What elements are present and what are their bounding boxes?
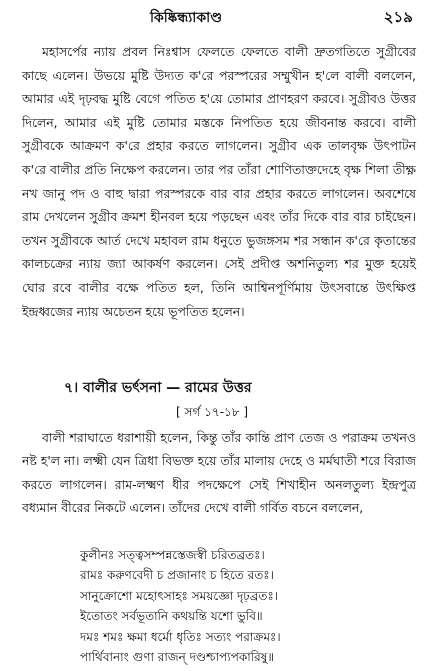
verse-line: রামঃ করুণবেদী চ প্রজানাং চ হিতে রতঃ। — [80, 568, 274, 583]
sarga-reference: [ সর্গ ১৭-১৮ ] — [176, 405, 249, 419]
verse-line: কুলীনঃ সত্ত্বসম্পন্নস্তেজস্বী চরিতব্রতঃ। — [80, 548, 265, 562]
paragraph-2-block — [22, 426, 416, 520]
paragraph-2: বালী শরাঘাতে ধরাশায়ী হলেন, কিন্তু তাঁর কান্তি প্রাণ তেজ ও পরাক্রম তখনও নষ্ট হ'ল না। লক্ষ্মী যেন ত্রিধা বিভক্ত হয়ে তাঁর মালায় দেহে ও মর্মঘাতী শরে বিরাজ করতে লাগলেন। রাম-লক্ষ্মণ ধীর পদক্ষেপে সেই শিখাহীন অনলতুল্য ইন্দ্রপুত্র বধ্যমান বীরের নিকটে এলেন। তাঁদের দেখে বালী গর্বিত বচনে বললেন, — [22, 430, 416, 516]
section-heading: ৭। বালীর ভর্ৎসনা — রামের উত্তর — [64, 380, 252, 396]
sanskrit-verse — [80, 545, 281, 667]
verse-line: সানুক্রোশো মহোৎসাহঃ সময়জ্ঞো দৃঢ়ব্রতঃ। — [80, 588, 279, 603]
paragraph-1-block — [22, 40, 416, 323]
verse-line: পার্থিবানাং গুণা রাজন্ দণ্ডশ্চাপ্যপকারিষু॥ — [80, 650, 275, 665]
page-number: ২১৯ — [383, 8, 413, 26]
verse-line: দমঃ শমঃ ক্ষমা ধর্মো ধৃতিঃ সত্যং পরাক্রমঃ। — [80, 629, 281, 644]
verse-line: ইতোতং সর্বভূতানি কথয়ন্তি যশো ভুবি॥ — [80, 609, 263, 624]
running-title: কিষ্কিন্ধ্যাকাণ্ড — [150, 10, 223, 26]
page-header — [0, 6, 431, 26]
paragraph-1: মহাসর্পের ন্যায় প্রবল নিঃশ্বাস ফেলতে ফেলতে বালী দ্রুতগতিতে সুগ্রীবের কাছে এলেন। উভয়ে মুষ্টি উদ্যত ক'রে পরস্পরের সম্মুখীন হ'লে বালী বললেন, আমার এই দৃঢ়বদ্ধ মুষ্টি বেগে পতিত হ'য়ে তোমার প্রাণহরণ করবে। সুগ্রীবও উত্তর দিলেন, আমার এই মুষ্টি তোমার মস্তকে নিপতিত হয়ে জীবনান্ত করবে। বালী সুগ্রীবকে আক্রমণ ক'রে প্রহার করতে লাগলেন। সুগ্রীব এক তালবৃক্ষ উৎপাটন ক'রে বালীর প্রতি নিক্ষেপ করলেন। তার পর তাঁরা শোণিতাক্তদেহে বৃক্ষ শিলা তীক্ষ্ণ নখ জানু পদ ও বাহু দ্বারা পরস্পরকে বার বার প্রহার করতে লাগলেন। অবশেষে রাম দেখলেন সুগ্রীব ক্রমশ হীনবল হয়ে পড়ছেন এবং তাঁর দিকে বার বার চাইছেন। তখন সুগ্রীবকে আর্ত দেখে মহাবল রাম ধনুতে ভুজঙ্গসম শর সন্ধান ক'রে কৃতান্তের কালচক্রের ন্যায় জ্যা আকর্ষণ করলেন। সেই প্রদীপ্ত অশনিতুল্য শর মুক্ত হয়েই ঘোর রবে বালীর বক্ষে পতিত হল, তিনি আশ্বিনপূর্ণিমায় উৎসবান্তে উৎক্ষিপ্ত ইন্দ্রধ্বজের ন্যায় অচেতন হয়ে ভূপতিত হলেন। — [22, 44, 416, 319]
